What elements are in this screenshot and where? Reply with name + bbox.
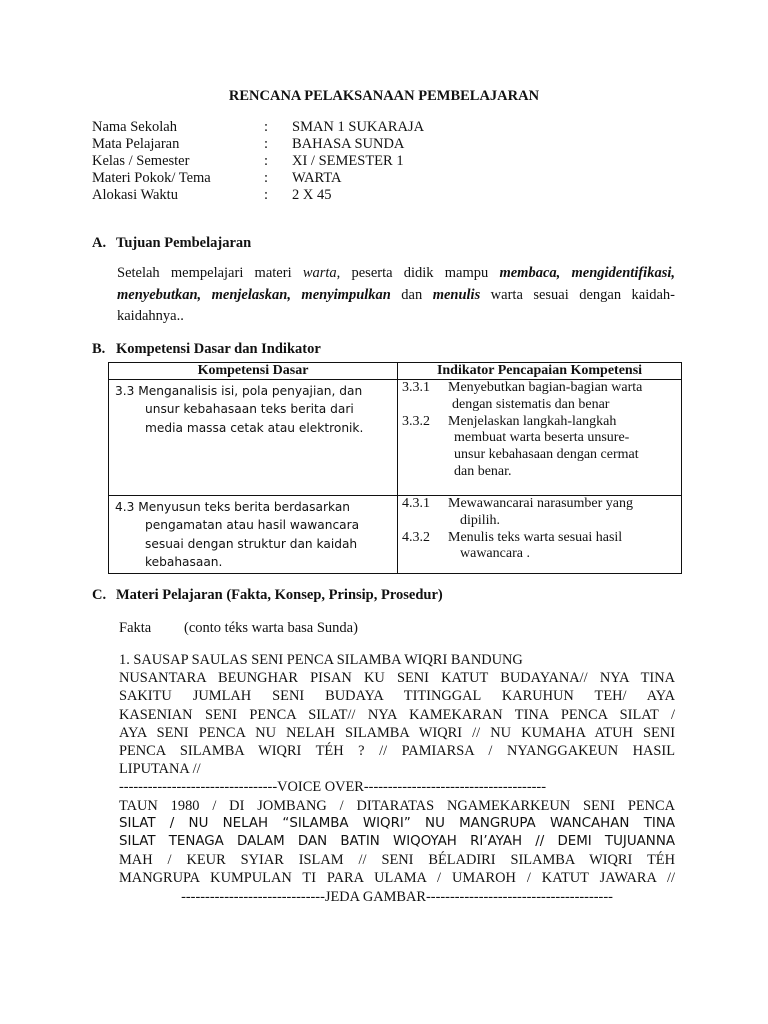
identity-label: Alokasi Waktu bbox=[92, 187, 178, 203]
kd-text: 4.3 Menyusun teks berita berdasarkan bbox=[115, 500, 351, 514]
fakta-label: Fakta bbox=[119, 620, 152, 636]
indicator-item bbox=[402, 496, 677, 530]
identity-row-school bbox=[92, 119, 652, 136]
column-header-kd: Kompetensi Dasar bbox=[109, 363, 398, 380]
indicator-text: Menulis teks warta sesuai hasil bbox=[448, 529, 623, 545]
indicator-number: 4.3.1 bbox=[402, 496, 430, 511]
objective-verb-write: menulis bbox=[432, 286, 481, 303]
section-title: Materi Pelajaran (Fakta, Konsep, Prinsip, Prosedur) bbox=[116, 587, 443, 603]
section-title: Kompetensi Dasar dan Indikator bbox=[116, 341, 321, 357]
column-header-ipk: Indikator Pencapaian Kompetensi bbox=[398, 363, 682, 380]
news-line: SILAT TENAGA DALAM DAN BATIN WIQOYAH RI’AYAH // DEMI TUJUANNA bbox=[119, 834, 675, 850]
identity-value: SMAN 1 SUKARAJA bbox=[292, 119, 425, 135]
identity-colon: : bbox=[264, 153, 269, 169]
identity-value: BAHASA SUNDA bbox=[292, 136, 405, 152]
indicator-item bbox=[402, 380, 677, 414]
news-line: TAUN 1980 / DI JOMBANG / DITARATAS NGAMEKARKEUN SENI PENCA bbox=[119, 797, 675, 814]
news-line: NUSANTARA BEUNGHAR PISAN KU SENI KATUT BUDAYANA// NYA TINA bbox=[119, 670, 675, 687]
news-headline: 1. SAUSAP SAULAS SENI PENCA SILAMBA WIQRI BANDUNG bbox=[119, 652, 523, 668]
news-line: PENCA SILAMBA WIQRI TÉH ? // PAMIARSA / NYANGGAKEUN HASIL bbox=[119, 743, 675, 760]
indicator-item bbox=[402, 530, 677, 564]
learning-objective-paragraph bbox=[117, 263, 675, 328]
identity-row-subject bbox=[92, 136, 652, 153]
fakta-line bbox=[119, 620, 358, 637]
indicator-text: Menjelaskan langkah-langkah bbox=[448, 413, 617, 429]
indicator-number: 4.3.2 bbox=[402, 529, 430, 545]
kd-cell bbox=[109, 496, 398, 574]
section-c-heading bbox=[92, 587, 443, 604]
identity-label: Kelas / Semester bbox=[92, 153, 190, 169]
indicator-text: Menyebutkan bagian-bagian warta bbox=[448, 380, 643, 395]
news-line: SAKITU JUMLAH SENI BUDAYA TITINGGAL KARUHUN TEH/ AYA bbox=[119, 688, 675, 705]
section-number: A. bbox=[92, 235, 107, 251]
objective-text: dan bbox=[390, 286, 433, 303]
news-line: KASENIAN SENI PENCA SILAT// NYA KAMEKARAN TINA PENCA SILAT / bbox=[119, 706, 675, 723]
kd-text-continued: unsur kebahasaan teks berita dari media massa cetak atau elektronik. bbox=[145, 402, 364, 435]
kd-text-continued: pengamatan atau hasil wawancara sesuai dengan struktur dan kaidah kebahasaan. bbox=[145, 518, 360, 569]
fakta-note: (conto téks warta basa Sunda) bbox=[184, 620, 358, 636]
indicator-text: Mewawancarai narasumber yang bbox=[448, 496, 634, 511]
news-script bbox=[119, 651, 675, 906]
table-row bbox=[109, 380, 682, 496]
section-number: C. bbox=[92, 587, 107, 603]
table-row bbox=[109, 496, 682, 574]
section-title: Tujuan Pembelajaran bbox=[116, 235, 252, 251]
document-title: RENCANA PELAKSANAAN PEMBELAJARAN bbox=[228, 88, 540, 104]
jeda-gambar-divider: ------------------------------JEDA GAMBAR--------------------------------------- bbox=[181, 888, 613, 905]
competency-table bbox=[108, 362, 682, 574]
indicator-cell bbox=[398, 496, 682, 574]
indicator-text-continued: wawancara . bbox=[460, 546, 530, 562]
kd-cell bbox=[109, 380, 398, 496]
news-line: MANGRUPA KUMPULAN TI PARA ULAMA / UMAROH / KATUT JAWARA // bbox=[119, 870, 675, 887]
section-number: B. bbox=[92, 341, 106, 357]
identity-block bbox=[92, 119, 652, 204]
identity-colon: : bbox=[264, 187, 269, 203]
kd-text: 3.3 Menganalisis isi, pola penyajian, dan bbox=[115, 384, 363, 398]
indicator-text-continued: membuat warta beserta unsure-unsur kebahasaan dengan cermat dan benar. bbox=[454, 430, 639, 479]
identity-colon: : bbox=[264, 136, 269, 152]
indicator-item bbox=[402, 414, 677, 481]
indicator-text-continued: dipilih. bbox=[460, 512, 501, 528]
news-line: LIPUTANA // bbox=[119, 761, 201, 778]
section-a-heading bbox=[92, 235, 251, 252]
table-header-row bbox=[109, 363, 682, 380]
news-line: MAH / KEUR SYIAR ISLAM // SENI BÉLADIRI SILAMBA WIQRI TÉH bbox=[119, 852, 675, 869]
identity-colon: : bbox=[264, 170, 269, 186]
identity-label: Nama Sekolah bbox=[92, 119, 177, 135]
identity-colon: : bbox=[264, 119, 269, 135]
news-line: SILAT / NU NELAH “SILAMBA WIQRI” NU MANGRUPA WANCAHAN TINA bbox=[119, 815, 675, 831]
indicator-number: 3.3.1 bbox=[402, 380, 430, 395]
identity-row-class bbox=[92, 153, 652, 170]
indicator-cell bbox=[398, 380, 682, 496]
identity-value: WARTA bbox=[292, 170, 342, 186]
objective-verbs: membaca, mengidentifikasi, menyebutkan, menjelaskan, menyimpulkan bbox=[117, 265, 675, 303]
objective-text: , peserta didik mampu bbox=[336, 265, 500, 281]
news-line: AYA SENI PENCA NU NELAH SILAMBA WIQRI // NU KUMAHA ATUH SENI bbox=[119, 724, 675, 741]
objective-text: Setelah mempelajari materi bbox=[117, 265, 303, 281]
objective-term: warta bbox=[302, 265, 337, 281]
identity-value: 2 X 45 bbox=[292, 187, 332, 203]
indicator-number: 3.3.2 bbox=[402, 413, 430, 429]
identity-row-time bbox=[92, 187, 652, 204]
identity-label: Mata Pelajaran bbox=[92, 136, 180, 152]
identity-value: XI / SEMESTER 1 bbox=[292, 153, 404, 169]
voice-over-divider: ---------------------------------VOICE OVER-------------------------------------- bbox=[119, 779, 546, 796]
objective-text: warta sesuai dengan kaidah-kaidahnya.. bbox=[117, 286, 675, 324]
identity-row-topic bbox=[92, 170, 652, 187]
identity-label: Materi Pokok/ Tema bbox=[92, 170, 211, 186]
indicator-text-continued: dengan sistematis dan benar bbox=[452, 396, 610, 412]
section-b-heading bbox=[92, 341, 321, 358]
